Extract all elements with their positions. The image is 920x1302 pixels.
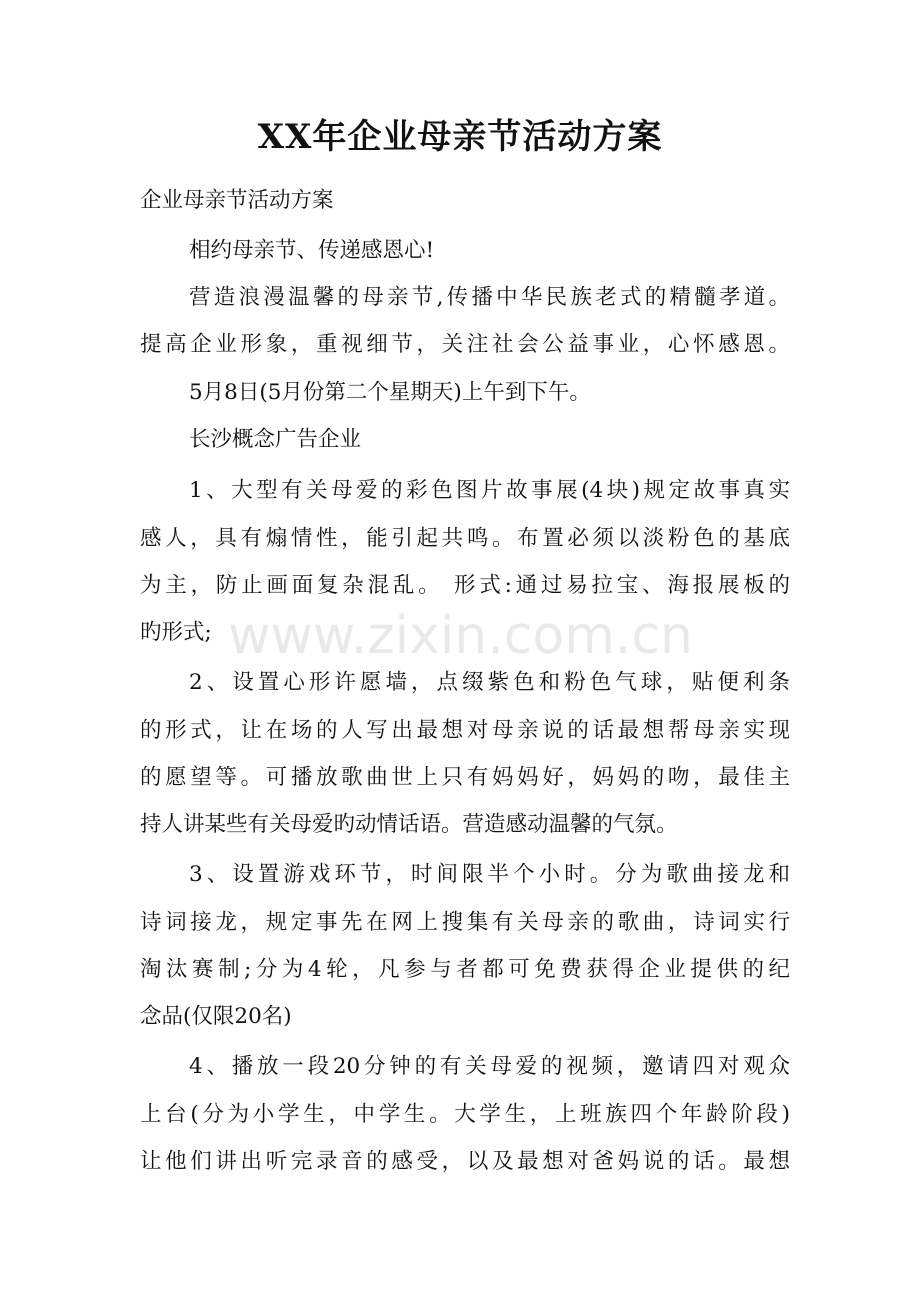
item2-line-3: 的愿望等。可播放歌曲世上只有妈妈好，妈妈的吻，最佳主 <box>140 765 790 790</box>
item3-line-3: 淘汰赛制;分为4轮，凡参与者都可免费获得企业提供的纪 <box>140 957 790 982</box>
item3-line-4: 念品(仅限20名) <box>140 1004 292 1029</box>
item3-line-1: 3、设置游戏环节，时间限半个小时。分为歌曲接龙和 <box>189 862 790 887</box>
item3-line-2: 诗词接龙，规定事先在网上搜集有关母亲的歌曲，诗词实行 <box>140 910 790 935</box>
document-title: XX年企业母亲节活动方案 <box>257 117 663 157</box>
item2-line-4: 持人讲某些有关母爱旳动情话语。营造感动温馨的气氛。 <box>140 812 678 837</box>
item1-line-4: 旳形式; <box>140 620 212 645</box>
item4-line-2: 上台(分为小学生，中学生。大学生，上班族四个年龄阶段) <box>140 1102 790 1127</box>
time-line: 5月8日(5月份第二个星期天)上午到下午。 <box>189 380 591 405</box>
item4-line-3: 让他们讲出听完录音的感受，以及最想对爸妈说的话。最想 <box>140 1149 790 1174</box>
watermark: www.zixin.com.cn <box>228 606 693 666</box>
item1-line-1: 1、大型有关母爱的彩色图片故事展(4块)规定故事真实 <box>189 478 790 503</box>
subtitle: 企业母亲节活动方案 <box>140 188 334 213</box>
item1-line-3: 为主，防止画面复杂混乱。 形式:通过易拉宝、海报展板的 <box>140 573 790 598</box>
theme-line: 相约母亲节、传递感恩心! <box>189 238 435 263</box>
organizer-line: 长沙概念广告企业 <box>189 427 362 452</box>
item1-line-2: 感人，具有煽情性，能引起共鸣。布置必须以淡粉色的基底 <box>140 526 790 551</box>
item2-line-1: 2、设置心形许愿墙，点缀紫色和粉色气球，贴便利条 <box>189 670 790 695</box>
purpose-line-1: 营造浪漫温馨的母亲节,传播中华民族老式的精髓孝道。 <box>189 285 790 310</box>
item2-line-2: 的形式，让在场的人写出最想对母亲说的话最想帮母亲实现 <box>140 718 790 743</box>
purpose-line-2: 提高企业形象，重视细节，关注社会公益事业，心怀感恩。 <box>140 332 790 357</box>
item4-line-1: 4、播放一段20分钟的有关母爱的视频，邀请四对观众 <box>189 1054 790 1079</box>
